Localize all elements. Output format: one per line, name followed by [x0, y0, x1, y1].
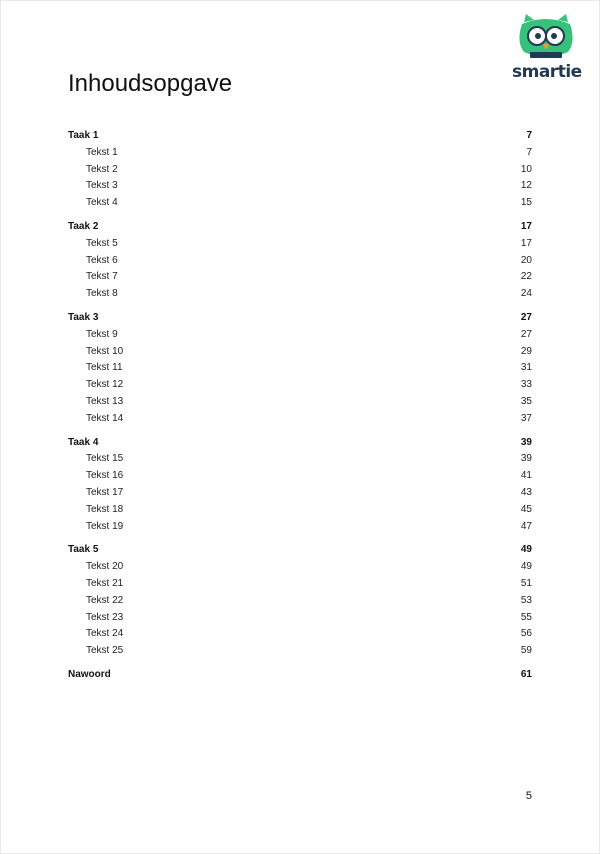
toc-entry-page: 59	[520, 645, 532, 657]
toc-entry-label: Tekst 11	[86, 362, 123, 374]
toc-entry-sub[interactable]	[68, 269, 532, 286]
toc-entry-label: Tekst 3	[86, 180, 118, 192]
toc-entry-page: 53	[520, 594, 532, 606]
toc-entry-sub[interactable]	[68, 559, 532, 576]
toc-section	[68, 310, 532, 428]
toc-entry-sub[interactable]	[68, 360, 532, 377]
toc-section	[68, 542, 532, 660]
toc-entry-page: 24	[520, 288, 532, 300]
toc-entry-page: 12	[520, 180, 532, 192]
toc-entry-page: 20	[520, 254, 532, 266]
toc-entry-sub[interactable]	[68, 502, 532, 519]
toc-entry-page: 43	[520, 486, 532, 498]
toc-entry-label: Tekst 9	[86, 328, 118, 340]
toc-entry-page: 22	[520, 271, 532, 283]
toc-entry-label: Taak 5	[68, 544, 99, 556]
toc-entry-sub[interactable]	[68, 626, 532, 643]
toc-entry-sub[interactable]	[68, 411, 532, 428]
toc-entry-label: Tekst 8	[86, 288, 118, 300]
toc-entry-sub[interactable]	[68, 145, 532, 162]
toc-entry-sub[interactable]	[68, 253, 532, 270]
toc-section	[68, 667, 532, 684]
toc-entry-sub[interactable]	[68, 451, 532, 468]
toc-entry-page: 47	[520, 520, 532, 532]
toc-entry-page: 49	[520, 544, 532, 556]
toc-entry-page: 10	[520, 163, 532, 175]
toc-entry-label: Tekst 18	[86, 503, 124, 515]
owl-logo-icon	[512, 12, 580, 62]
toc-entry-sub[interactable]	[68, 195, 532, 212]
toc-entry-page: 51	[520, 577, 532, 589]
toc-entry-label: Tekst 23	[86, 611, 124, 623]
toc-entry-page: 39	[520, 453, 532, 465]
toc-entry-label: Taak 1	[68, 130, 99, 141]
toc-entry-page: 27	[520, 328, 532, 340]
toc-entry-label: Tekst 22	[86, 594, 124, 606]
toc-entry-label: Tekst 13	[86, 395, 124, 407]
table-of-contents	[68, 128, 532, 691]
toc-entry-page: 49	[520, 561, 532, 573]
toc-entry-sub[interactable]	[68, 377, 532, 394]
toc-entry-main[interactable]	[68, 435, 532, 452]
toc-entry-sub[interactable]	[68, 394, 532, 411]
toc-entry-sub[interactable]	[68, 593, 532, 610]
toc-entry-label: Tekst 1	[86, 146, 118, 158]
toc-entry-main[interactable]	[68, 667, 532, 684]
toc-entry-label: Tekst 16	[86, 470, 124, 482]
toc-entry-label: Tekst 4	[86, 197, 118, 209]
toc-entry-page: 33	[520, 379, 532, 391]
page-title: Inhoudsopgave	[68, 70, 233, 97]
toc-entry-label: Tekst 10	[86, 345, 124, 357]
toc-entry-label: Tekst 19	[86, 520, 124, 532]
toc-entry-label: Tekst 20	[86, 561, 124, 573]
toc-entry-sub[interactable]	[68, 643, 532, 660]
toc-entry-main[interactable]	[68, 542, 532, 559]
toc-entry-page: 39	[520, 436, 532, 448]
toc-entry-page: 45	[520, 503, 532, 515]
toc-entry-page: 17	[520, 220, 532, 232]
toc-entry-main[interactable]	[68, 219, 532, 236]
toc-entry-page: 17	[520, 237, 532, 249]
toc-entry-label: Nawoord	[68, 668, 111, 680]
toc-entry-label: Taak 3	[68, 311, 99, 323]
toc-entry-sub[interactable]	[68, 344, 532, 361]
toc-entry-sub[interactable]	[68, 610, 532, 627]
toc-section	[68, 219, 532, 303]
toc-entry-page: 35	[520, 395, 532, 407]
toc-section	[68, 128, 532, 212]
toc-entry-label: Tekst 14	[86, 412, 124, 424]
toc-entry-sub[interactable]	[68, 327, 532, 344]
toc-entry-sub[interactable]	[68, 485, 532, 502]
toc-entry-sub[interactable]	[68, 519, 532, 536]
toc-entry-page: 37	[520, 412, 532, 424]
toc-entry-label: Tekst 25	[86, 645, 124, 657]
toc-entry-label: Tekst 2	[86, 163, 118, 175]
page-number: 5	[525, 790, 532, 802]
toc-entry-label: Taak 4	[68, 436, 99, 448]
toc-entry-sub[interactable]	[68, 236, 532, 253]
toc-entry-sub[interactable]	[68, 468, 532, 485]
toc-entry-main[interactable]	[68, 310, 532, 327]
toc-entry-page: 15	[520, 197, 532, 209]
smartie-logo	[512, 12, 580, 84]
toc-entry-label: Tekst 21	[86, 577, 124, 589]
toc-entry-label: Tekst 5	[86, 237, 118, 249]
toc-entry-main[interactable]	[68, 128, 532, 145]
toc-entry-page: 7	[526, 130, 532, 141]
toc-entry-sub[interactable]	[68, 162, 532, 179]
toc-entry-sub[interactable]	[68, 286, 532, 303]
toc-entry-page: 7	[526, 146, 532, 158]
toc-entry-label: Tekst 6	[86, 254, 118, 266]
toc-entry-label: Tekst 7	[86, 271, 118, 283]
toc-section	[68, 435, 532, 536]
toc-entry-page: 41	[520, 470, 532, 482]
toc-entry-sub[interactable]	[68, 178, 532, 195]
toc-entry-sub[interactable]	[68, 576, 532, 593]
toc-entry-page: 55	[520, 611, 532, 623]
toc-entry-label: Tekst 15	[86, 453, 124, 465]
toc-entry-label: Tekst 24	[86, 628, 124, 640]
toc-entry-page: 61	[520, 668, 532, 680]
toc-entry-page: 27	[520, 311, 532, 323]
toc-entry-page: 56	[520, 628, 532, 640]
toc-entry-page: 31	[520, 362, 532, 374]
toc-entry-label: Tekst 12	[86, 379, 124, 391]
logo-wordmark: smartie	[512, 62, 582, 82]
toc-entry-label: Tekst 17	[86, 486, 124, 498]
toc-entry-label: Taak 2	[68, 220, 99, 232]
toc-entry-page: 29	[520, 345, 532, 357]
